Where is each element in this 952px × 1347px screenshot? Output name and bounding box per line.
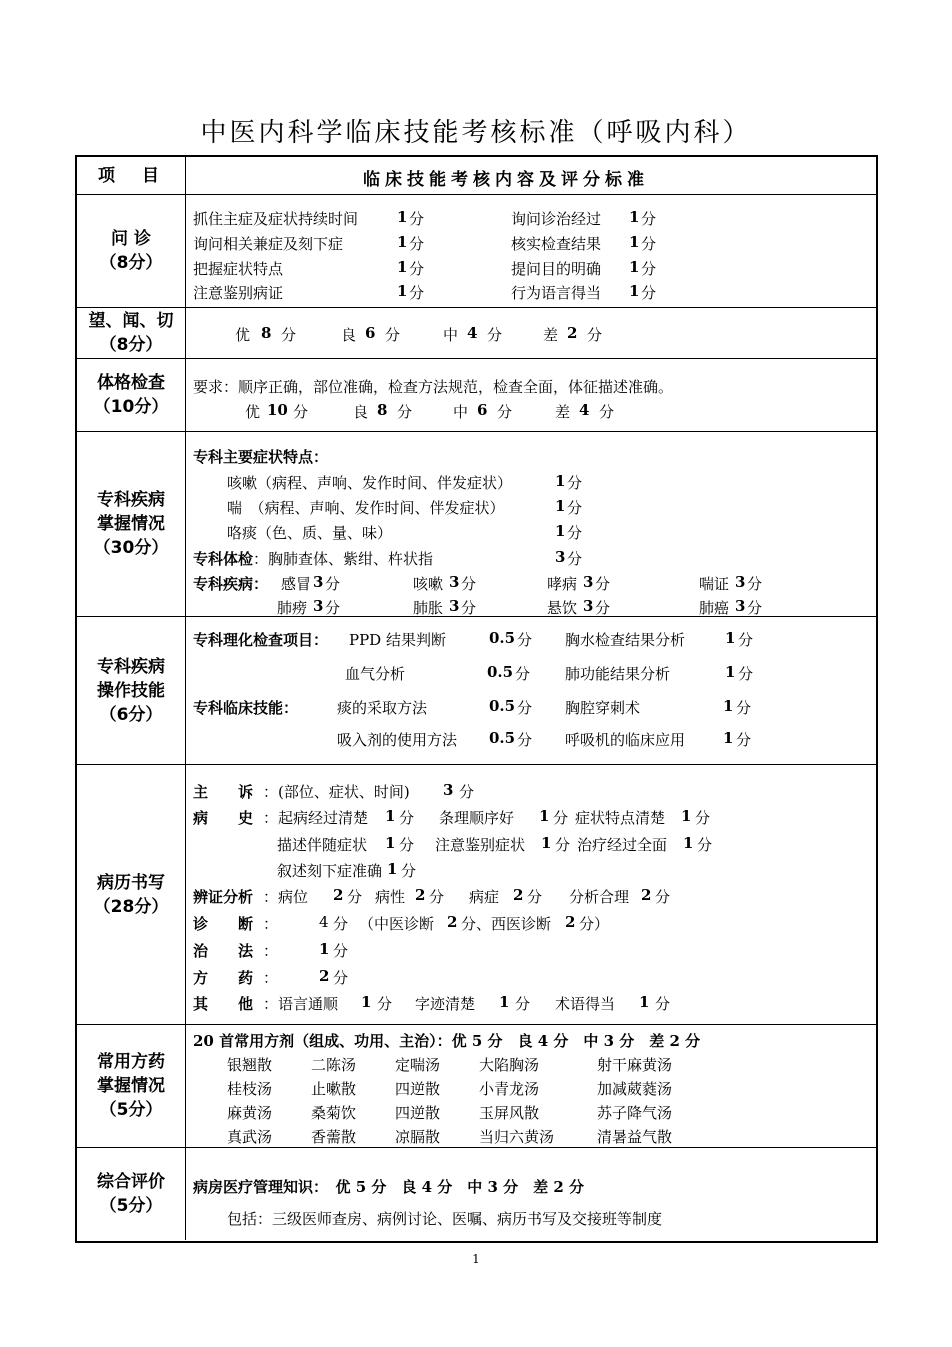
mastery-score: （30分） xyxy=(93,538,169,558)
overall-heading: 病房医疗管理知识： 优 5 分 良 4 分 中 3 分 差 2 分 xyxy=(193,1178,585,1196)
physical-label: 体格检查 xyxy=(97,373,165,393)
inquiry-label: 问 诊 xyxy=(111,229,151,249)
overall-include: 包括：三级医师查房、病例讨论、医嘱、病历书写及交接班等制度 xyxy=(227,1210,663,1228)
record-score: （28分） xyxy=(93,896,169,917)
header-row xyxy=(77,157,876,194)
overall-score: （5分） xyxy=(99,1196,163,1216)
operation-row: 专科疾病 操作技能 （6分） 专科理化检查项目： PPD 结果判断 0.5 分 胸水检查结果分析 1 分 血气分析 0.5 分 肺功能结果分析 1 分 专科临床技能： 痰的采取方法 0.5 分 胸腔穿刺术 1 分 吸入剂的使用方法 0.5 分 呼吸机的临床应用 1 分 xyxy=(77,616,876,764)
mastery-heading: 专科主要症状特点： xyxy=(193,448,329,466)
physical-row: 体格检查 （10分） 要求：顺序正确，部位准确，检查方法规范，检查全面，体征描述准确。 优 10 分 良 8 分 中 6 分 差 4 分 xyxy=(77,358,876,431)
operation-score: （6分） xyxy=(99,704,163,725)
inquiry-item: 提问目的明确 xyxy=(511,260,602,278)
header-item-label: 项 目 xyxy=(98,165,164,186)
page-number: 1 xyxy=(472,1252,480,1266)
header-content-label: 临床技能考核内容及评分标准 xyxy=(363,170,649,190)
physical-score: （10分） xyxy=(93,397,169,417)
inquiry-item: 把握症状特点 xyxy=(193,260,284,278)
inquiry-item: 行为语言得当 xyxy=(511,284,602,302)
inquiry-item: 抓住主症及症状持续时间 xyxy=(193,210,359,228)
overall-label: 综合评价 xyxy=(97,1172,165,1192)
inquiry-item: 核实检查结果 xyxy=(511,235,602,253)
mastery-row: 专科疾病 掌握情况 （30分） 专科主要症状特点： 咳嗽（病程、声响、发作时间、伴发症状） 1 分 喘 （病程、声响、发作时间、伴发症状） 1 分 咯痰（色、质、量、味） 1 分 专科体检 ：胸肺查体、紫绀、杵状指 3 分 专科疾病： 感冒 3 分 咳嗽 3 分 哮病 3 分 喘证 3 分 肺痨 3 分 肺胀 3 分 悬饮 3 分 肺癌 3 分 xyxy=(77,431,876,616)
inquiry-score: （8分） xyxy=(99,253,163,273)
formulas-score: （5分） xyxy=(99,1100,163,1120)
inquiry-item: 询问相关兼症及刻下症 xyxy=(193,235,344,253)
observe-label: 望、闻、切 xyxy=(88,311,174,331)
overall-row xyxy=(77,1147,876,1240)
assessment-table xyxy=(75,155,878,1243)
observe-score: （8分） xyxy=(99,335,163,355)
physical-requirement: 要求：顺序正确，部位准确，检查方法规范，检查全面，体征描述准确。 xyxy=(193,378,674,396)
formulas-heading: 20 首常用方剂（组成、功用、主治）：优 5 分 良 4 分 中 3 分 差 2 分 xyxy=(193,1032,701,1050)
inquiry-row: 问 诊 （8分） 抓住主症及症状持续时间 1 分 询问相关兼症及刻下症 1 分 把握症状特点 1 分 注意鉴别病证 1 分 询问诊治经过 1 分 核实检查结果 1 分 提问目的明确 1 分 行为语言得当 1 分 xyxy=(77,194,876,307)
formulas-row: 常用方药 掌握情况 （5分） 20 首常用方剂（组成、功用、主治）：优 5 分 良 4 分 中 3 分 差 2 分 银翘散 二陈汤 定喘汤 大陷胸汤 射干麻黄汤 桂枝汤 止嗽散 四逆散 小青龙汤 加减葳蕤汤 麻黄汤 桑菊饮 四逆散 玉屏风散 苏子降气汤 真武汤 香薷散 凉膈散 当归六黄汤 清暑益气散 xyxy=(77,1024,876,1147)
mastery-label: 专科疾病 xyxy=(97,490,165,510)
observe-row: 望、闻、切 （8分） 优 8 分 良 6 分 中 4 分 差 2 分 xyxy=(77,307,876,358)
record-label: 病历书写 xyxy=(97,872,165,893)
inquiry-item: 注意鉴别病证 xyxy=(193,284,284,302)
operation-label: 专科疾病 xyxy=(97,656,165,677)
page-title: 中医内科学临床技能考核标准（呼吸内科） xyxy=(200,118,752,148)
record-row: 病历书写 （28分） 主 诉 ：(部位、症状、时间) 3 分 病 史 ：起病经过清楚 1 分 条理顺序好 1 分 症状特点清楚 1 分 描述伴随症状 1 分 注意鉴别症状 1 分 治疗经过全面 1 分 叙述刻下症准确 1 分 辨证分析 ：病位 2 分 病性 2 分 病症 2 分 分析合理 2 分 诊 断 ： 4 分 （中医诊断 2 分、西医诊断 2 分） 治 法 ： 1 分 方 药 ： 2 分 其 他 ：语言通顺 1 分 字迹清楚 1 分 术语得当 1 分 xyxy=(77,764,876,1024)
formulas-label: 常用方药 xyxy=(97,1052,165,1072)
inquiry-item: 询问诊治经过 xyxy=(511,210,602,228)
